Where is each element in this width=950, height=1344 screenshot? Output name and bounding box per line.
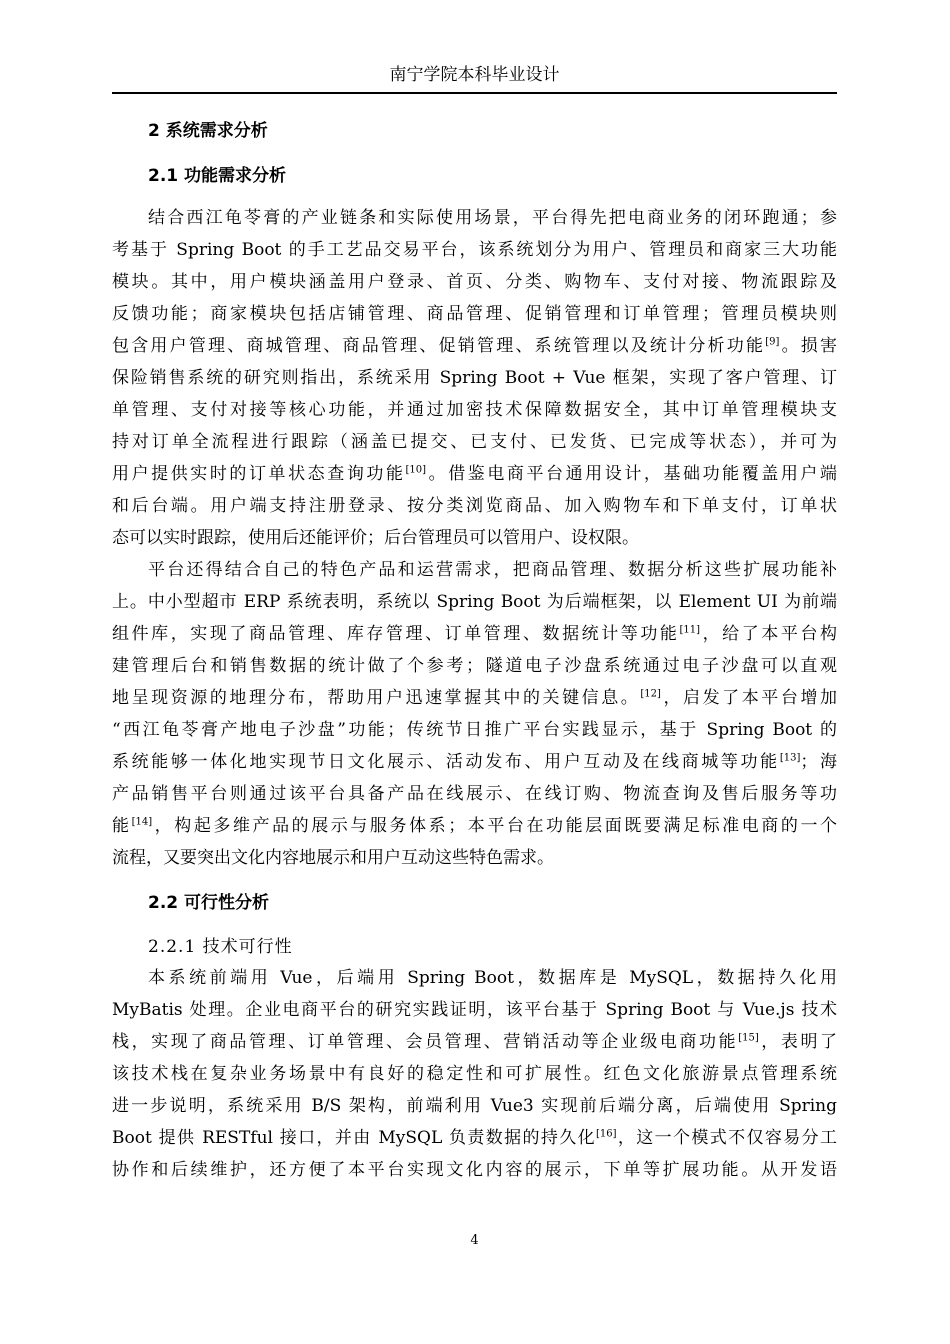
citation-ref: [15]	[738, 1032, 759, 1044]
text-line: 持对订单全流程进行跟踪（涵盖已提交、已支付、已发货、已完成等状态），并可为	[112, 432, 837, 452]
text-segment: ，构起多维产品的展示与服务体系；本平台在功能层面既要满足标准电商的一个	[152, 816, 837, 836]
text-segment: ；海	[800, 752, 837, 772]
citation-ref: [11]	[679, 624, 701, 636]
citation-ref: [13]	[779, 752, 801, 764]
text-line: 流程，又要突出文化内容地展示和用户互动这些特色需求。	[112, 848, 554, 868]
text-line: 上。中小型超市 ERP 系统表明，系统以 Spring Boot 为后端框架，以 Element UI 为前端	[112, 592, 837, 612]
text-line: 结合西江龟苓膏的产业链条和实际使用场景，平台得先把电商业务的闭环跑通；参	[148, 208, 837, 228]
text-line: 平台还得结合自己的特色产品和运营需求，把商品管理、数据分析这些扩展功能补	[148, 560, 837, 580]
text-line: MyBatis 处理。企业电商平台的研究实践证明，该平台基于 Spring Boot 与 Vue.js 技术	[112, 1000, 837, 1020]
text-line	[112, 746, 837, 778]
text-segment: 包含用户管理、商城管理、商品管理、促销管理、系统管理以及统计分析功能	[112, 336, 766, 356]
text-line: 态可以实时跟踪，使用后还能评价；后台管理员可以管用户、设权限。	[112, 528, 639, 548]
text-line	[112, 682, 837, 714]
citation-ref: [12]	[640, 688, 661, 700]
text-line: “西江龟苓膏产地电子沙盘”功能；传统节日推广平台实践显示，基于 Spring Boot 的	[112, 720, 837, 740]
text-line: 产品销售平台则通过该平台具备产品在线展示、在线订购、物流查询及售后服务等功	[112, 784, 837, 804]
citation-ref: [10]	[405, 464, 427, 476]
citation-ref: [9]	[765, 336, 780, 348]
text-line: 进一步说明，系统采用 B/S 架构，前端利用 Vue3 实现前后端分离，后端使用 Spring	[112, 1096, 837, 1116]
text-segment: 用户提供实时的订单状态查询功能	[112, 464, 406, 484]
running-header: 南宁学院本科毕业设计	[389, 65, 560, 85]
text-segment: ，这一个模式不仅容易分工	[616, 1128, 837, 1148]
paragraph-2-1-b	[112, 554, 837, 874]
text-line: 保险销售系统的研究则指出，系统采用 Spring Boot + Vue 框架，实现了客户管理、订	[112, 368, 837, 388]
text-segment: 系统能够一体化地实现节日文化展示、活动发布、用户互动及在线商城等功能	[112, 752, 780, 772]
text-segment: 。损害	[779, 336, 837, 356]
section-heading: 2 系统需求分析	[148, 121, 268, 141]
text-line: 单管理、支付对接等核心功能，并通过加密技术保障数据安全，其中订单管理模块支	[112, 400, 837, 420]
text-segment: 能	[112, 816, 132, 836]
text-line: 协作和后续维护，还方便了本平台实现文化内容的展示，下单等扩展功能。从开发语	[112, 1160, 837, 1180]
text-line	[112, 618, 837, 650]
text-line: 本系统前端用 Vue，后端用 Spring Boot，数据库是 MySQL，数据持久化用	[148, 968, 837, 988]
text-segment: ，启发了本平台增加	[660, 688, 837, 708]
citation-ref: [14]	[131, 816, 153, 828]
text-line	[112, 810, 837, 842]
text-line: 该技术栈在复杂业务场景中有良好的稳定性和可扩展性。红色文化旅游景点管理系统	[112, 1064, 837, 1084]
text-line: 考基于 Spring Boot 的手工艺品交易平台，该系统划分为用户、管理员和商家三大功能	[112, 240, 837, 260]
text-line: 模块。其中，用户模块涵盖用户登录、首页、分类、购物车、支付对接、物流跟踪及	[112, 272, 837, 292]
text-line	[112, 458, 837, 490]
paragraph-2-1-a	[112, 202, 837, 554]
text-line: 反馈功能；商家模块包括店铺管理、商品管理、促销管理和订单管理；管理员模块则	[112, 304, 837, 324]
text-segment: 组件库，实现了商品管理、库存管理、订单管理、数据统计等功能	[112, 624, 680, 644]
text-line	[112, 330, 837, 362]
text-line	[112, 1026, 837, 1058]
text-line: 和后台端。用户端支持注册登录、按分类浏览商品、加入购物车和下单支付，订单状	[112, 496, 837, 516]
subsection-heading-2-2: 2.2 可行性分析	[148, 893, 270, 913]
text-line	[112, 1122, 837, 1154]
text-segment: Boot 提供 RESTful 接口，并由 MySQL 负责数据的持久化	[112, 1128, 596, 1148]
paragraph-2-2-1	[112, 962, 837, 1186]
text-segment: ，给了本平台构	[700, 624, 837, 644]
text-segment: 。借鉴电商平台通用设计，基础功能覆盖用户端	[426, 464, 837, 484]
text-segment: ，表明了	[758, 1032, 837, 1052]
page-number: 4	[470, 1233, 479, 1248]
text-segment: 栈，实现了商品管理、订单管理、会员管理、营销活动等企业级电商功能	[112, 1032, 739, 1052]
subsubsection-heading-2-2-1: 2.2.1 技术可行性	[148, 937, 293, 957]
text-line: 建管理后台和销售数据的统计做了个参考；隧道电子沙盘系统通过电子沙盘可以直观	[112, 656, 837, 676]
header-rule	[112, 92, 837, 94]
text-segment: 地呈现资源的地理分布，帮助用户迅速掌握其中的关键信息。	[112, 688, 641, 708]
citation-ref: [16]	[596, 1128, 617, 1140]
subsection-heading-2-1: 2.1 功能需求分析	[148, 166, 287, 186]
